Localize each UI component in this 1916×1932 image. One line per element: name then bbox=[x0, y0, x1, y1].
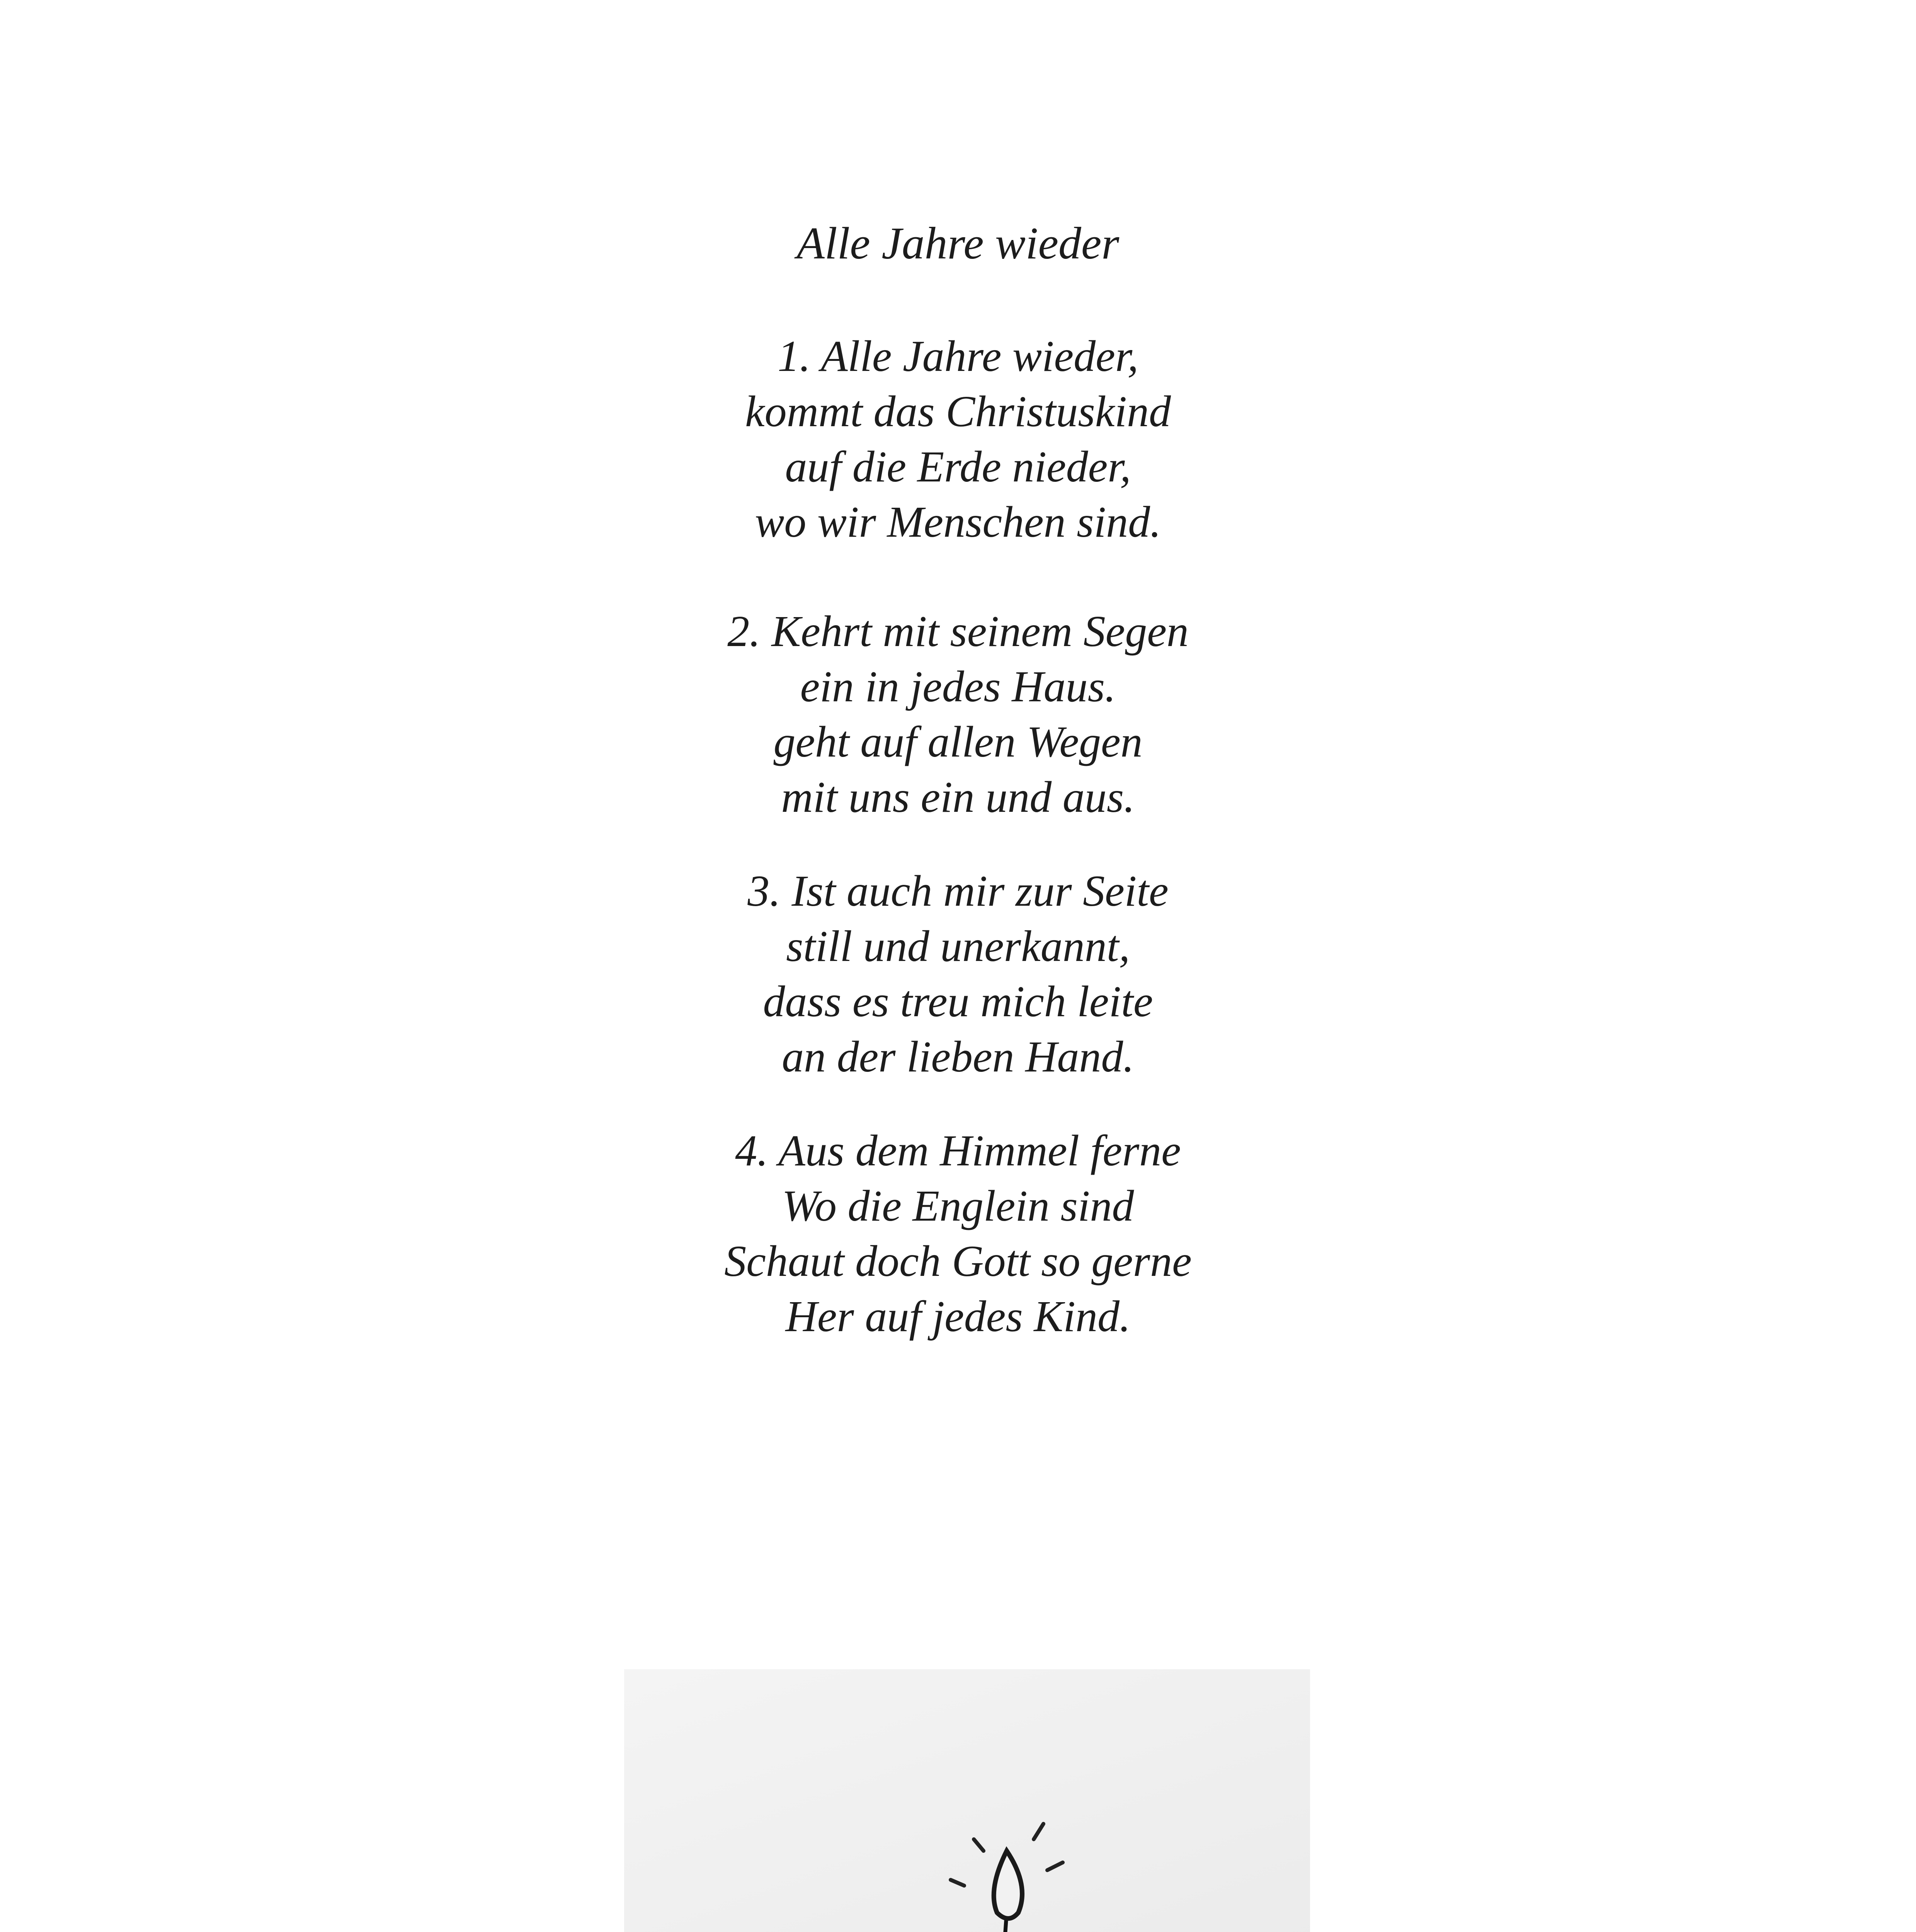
stanza-line: an der lieben Hand. bbox=[782, 1032, 1134, 1081]
stanza-line: 3. Ist auch mir zur Seite bbox=[747, 866, 1169, 915]
stanza-1 bbox=[0, 328, 1916, 549]
stanza-line: dass es treu mich leite bbox=[763, 977, 1153, 1026]
stanza-line: ein in jedes Haus. bbox=[800, 662, 1116, 711]
stanza-line: geht auf allen Wegen bbox=[773, 717, 1143, 766]
stanza-line: Schaut doch Gott so gerne bbox=[724, 1236, 1192, 1286]
poem-title: Alle Jahre wieder bbox=[796, 218, 1120, 269]
stanza-line: 1. Alle Jahre wieder, bbox=[778, 332, 1138, 381]
stanza-3 bbox=[0, 863, 1916, 1084]
candle-illustration bbox=[624, 1669, 1310, 1932]
stanza-line: Wo die Englein sind bbox=[782, 1181, 1134, 1230]
stanza-line: 4. Aus dem Himmel ferne bbox=[735, 1126, 1181, 1175]
stanza-2 bbox=[0, 604, 1916, 825]
stanza-line: mit uns ein und aus. bbox=[781, 772, 1135, 821]
stanza-line: kommt das Christuskind bbox=[745, 387, 1171, 436]
candle-drawing bbox=[624, 1669, 1310, 1932]
flame-shape bbox=[994, 1851, 1022, 1918]
stanza-line: still und unerkannt, bbox=[786, 922, 1130, 971]
stanza-line: auf die Erde nieder, bbox=[785, 442, 1131, 491]
stanza-line: 2. Kehrt mit seinem Segen bbox=[727, 607, 1189, 656]
poem bbox=[0, 216, 1916, 1344]
stanza-line: wo wir Menschen sind. bbox=[755, 497, 1161, 546]
stanza-line: Her auf jedes Kind. bbox=[785, 1292, 1131, 1341]
stanza-4 bbox=[0, 1123, 1916, 1344]
